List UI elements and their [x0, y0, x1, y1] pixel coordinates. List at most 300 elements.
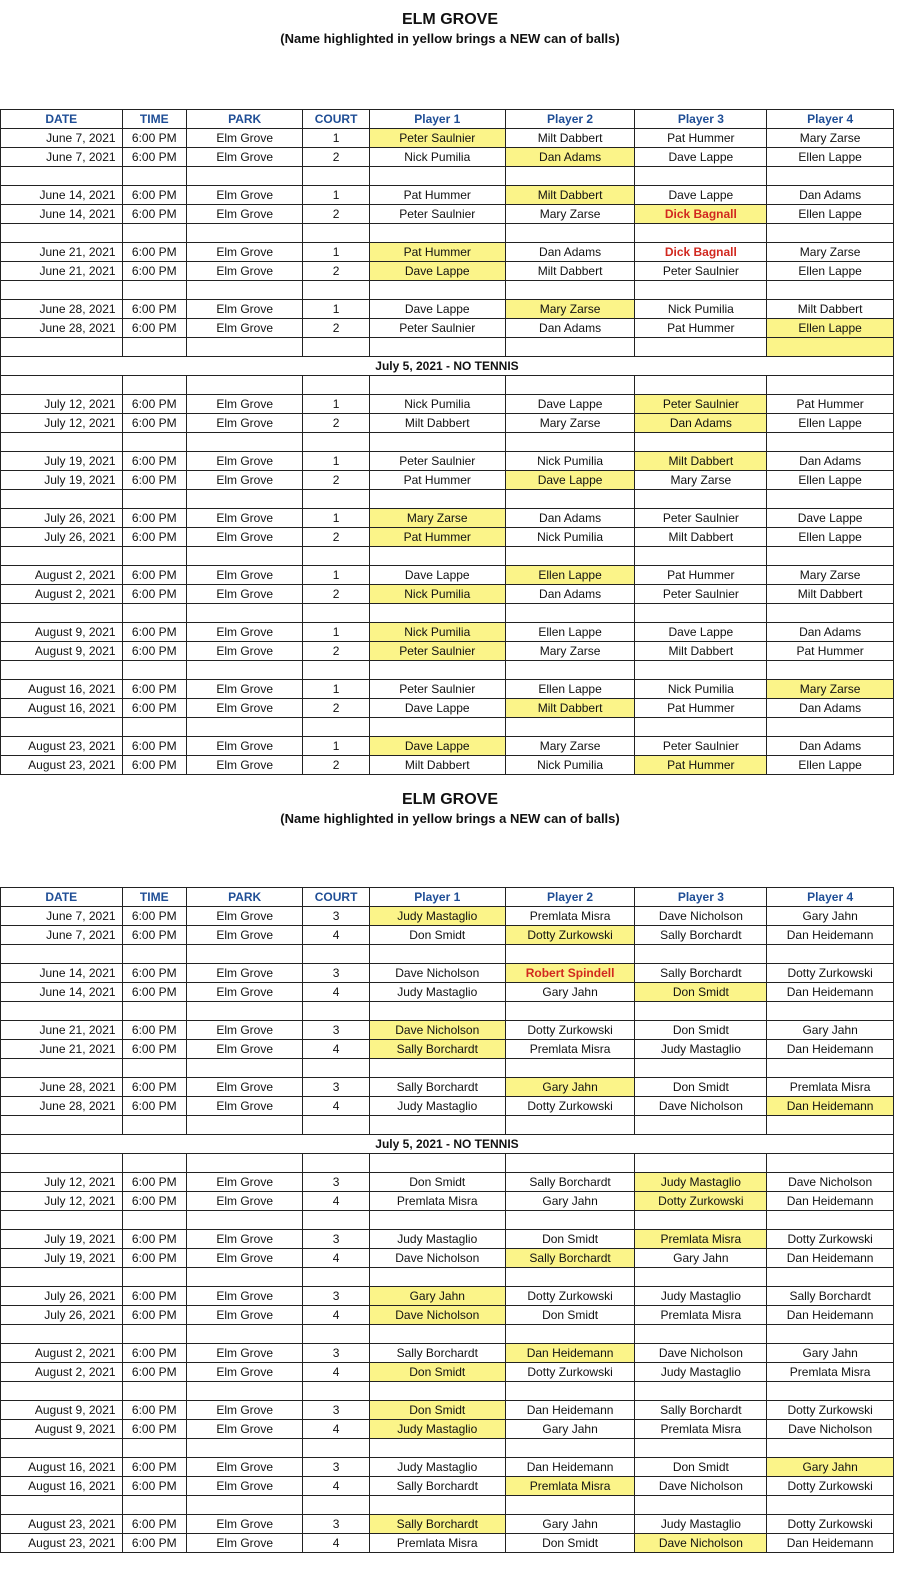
player-2-cell: Gary Jahn — [505, 1420, 635, 1439]
court-cell: 2 — [303, 319, 369, 338]
table-row — [1, 964, 894, 983]
empty-cell — [303, 433, 369, 452]
empty-cell — [1, 547, 123, 566]
spacer-row — [1, 1382, 894, 1401]
table-row — [1, 452, 894, 471]
date-cell: June 21, 2021 — [1, 243, 123, 262]
empty-cell — [1, 433, 123, 452]
table-row — [1, 395, 894, 414]
empty-cell — [369, 1059, 505, 1078]
spacer-row — [1, 338, 894, 357]
park-cell: Elm Grove — [186, 642, 302, 661]
player-4-cell: Dotty Zurkowski — [767, 1515, 894, 1534]
player-4-cell: Dotty Zurkowski — [767, 1477, 894, 1496]
empty-cell — [303, 338, 369, 357]
empty-cell — [1, 945, 123, 964]
empty-cell — [303, 490, 369, 509]
park-cell: Elm Grove — [186, 1097, 302, 1116]
court-cell: 3 — [303, 964, 369, 983]
player-4-cell: Ellen Lappe — [767, 148, 894, 167]
table-row — [1, 699, 894, 718]
table-row — [1, 1040, 894, 1059]
empty-cell — [635, 547, 767, 566]
date-cell: June 7, 2021 — [1, 926, 123, 945]
player-4-cell: Gary Jahn — [767, 1344, 894, 1363]
empty-cell — [369, 376, 505, 395]
park-cell: Elm Grove — [186, 395, 302, 414]
court-cell: 1 — [303, 243, 369, 262]
date-cell: June 7, 2021 — [1, 148, 123, 167]
player-4-cell: Dan Adams — [767, 699, 894, 718]
date-cell: August 23, 2021 — [1, 756, 123, 775]
date-cell: August 16, 2021 — [1, 680, 123, 699]
player-2-cell: Milt Dabbert — [505, 129, 635, 148]
player-2-cell: Dan Adams — [505, 509, 635, 528]
empty-cell — [505, 224, 635, 243]
empty-cell — [635, 338, 767, 357]
schedule-section-1 — [0, 10, 900, 48]
table-row — [1, 319, 894, 338]
player-3-cell: Pat Hummer — [635, 319, 767, 338]
spacer-row — [1, 547, 894, 566]
player-3-cell: Sally Borchardt — [635, 926, 767, 945]
player-3-cell: Nick Pumilia — [635, 300, 767, 319]
player-2-cell: Dan Adams — [505, 243, 635, 262]
empty-cell — [505, 338, 635, 357]
player-1-cell: Judy Mastaglio — [369, 1097, 505, 1116]
player-3-cell: Dave Nicholson — [635, 907, 767, 926]
empty-cell — [505, 1154, 635, 1173]
player-4-cell: Dave Nicholson — [767, 1420, 894, 1439]
player-1-cell: Peter Saulnier — [369, 129, 505, 148]
empty-cell — [635, 1268, 767, 1287]
table-row — [1, 1306, 894, 1325]
park-cell: Elm Grove — [186, 699, 302, 718]
player-3-cell: Dave Nicholson — [635, 1534, 767, 1553]
court-cell: 2 — [303, 756, 369, 775]
player-4-cell: Dan Adams — [767, 737, 894, 756]
player-3-cell: Premlata Misra — [635, 1230, 767, 1249]
table-row — [1, 1458, 894, 1477]
time-cell: 6:00 PM — [122, 148, 186, 167]
empty-cell — [303, 1439, 369, 1458]
empty-cell — [369, 1211, 505, 1230]
player-1-cell: Judy Mastaglio — [369, 1458, 505, 1477]
empty-cell — [767, 281, 894, 300]
player-1-cell: Milt Dabbert — [369, 414, 505, 433]
section-subtitle: (Name highlighted in yellow brings a NEW can of balls) — [280, 31, 620, 46]
date-cell: June 28, 2021 — [1, 300, 123, 319]
section-title: ELM GROVE — [401, 11, 498, 28]
player-2-cell: Mary Zarse — [505, 737, 635, 756]
player-1-cell: Judy Mastaglio — [369, 983, 505, 1002]
player-1-cell: Nick Pumilia — [369, 623, 505, 642]
court-cell: 1 — [303, 623, 369, 642]
column-header: PARK — [186, 110, 302, 129]
player-4-cell: Mary Zarse — [767, 566, 894, 585]
player-4-cell: Dan Heidemann — [767, 1249, 894, 1268]
player-3-cell: Dave Lappe — [635, 148, 767, 167]
player-2-cell: Gary Jahn — [505, 1515, 635, 1534]
time-cell: 6:00 PM — [122, 926, 186, 945]
player-3-cell: Peter Saulnier — [635, 509, 767, 528]
spacer-row — [1, 1325, 894, 1344]
table-row — [1, 1249, 894, 1268]
player-2-cell: Dan Adams — [505, 585, 635, 604]
empty-cell — [369, 224, 505, 243]
empty-cell — [767, 490, 894, 509]
empty-cell — [767, 1154, 894, 1173]
table-row — [1, 1097, 894, 1116]
court-cell: 2 — [303, 585, 369, 604]
player-1-cell: Dave Lappe — [369, 300, 505, 319]
section-title: ELM GROVE — [401, 791, 498, 808]
date-cell: June 28, 2021 — [1, 319, 123, 338]
empty-cell — [186, 1496, 302, 1515]
empty-cell — [505, 661, 635, 680]
player-3-cell: Peter Saulnier — [635, 585, 767, 604]
player-3-cell: Don Smidt — [635, 983, 767, 1002]
empty-cell — [1, 1116, 123, 1135]
player-1-cell: Dave Nicholson — [369, 1306, 505, 1325]
player-3-cell: Peter Saulnier — [635, 262, 767, 281]
park-cell: Elm Grove — [186, 319, 302, 338]
schedule-table-courts-3-4 — [0, 887, 894, 1553]
empty-cell — [303, 1268, 369, 1287]
empty-cell — [505, 718, 635, 737]
park-cell: Elm Grove — [186, 926, 302, 945]
park-cell: Elm Grove — [186, 1192, 302, 1211]
date-cell: June 14, 2021 — [1, 983, 123, 1002]
court-cell: 4 — [303, 1040, 369, 1059]
empty-cell — [303, 945, 369, 964]
player-3-cell: Gary Jahn — [635, 1249, 767, 1268]
empty-cell — [1, 1439, 123, 1458]
player-4-cell: Mary Zarse — [767, 680, 894, 699]
empty-cell — [186, 1059, 302, 1078]
player-1-cell: Peter Saulnier — [369, 680, 505, 699]
player-3-cell: Peter Saulnier — [635, 395, 767, 414]
player-3-cell: Sally Borchardt — [635, 1401, 767, 1420]
empty-cell — [122, 1439, 186, 1458]
empty-cell — [303, 604, 369, 623]
empty-cell — [505, 1116, 635, 1135]
date-cell: August 9, 2021 — [1, 642, 123, 661]
empty-cell — [369, 1116, 505, 1135]
empty-cell — [122, 1496, 186, 1515]
player-2-cell: Dan Adams — [505, 319, 635, 338]
player-3-cell: Dave Nicholson — [635, 1477, 767, 1496]
player-3-cell: Milt Dabbert — [635, 642, 767, 661]
player-3-cell: Dotty Zurkowski — [635, 1192, 767, 1211]
date-cell: June 7, 2021 — [1, 129, 123, 148]
empty-cell — [122, 604, 186, 623]
player-3-cell: Dick Bagnall — [635, 205, 767, 224]
table-row — [1, 1363, 894, 1382]
table-row — [1, 1401, 894, 1420]
player-2-cell: Don Smidt — [505, 1230, 635, 1249]
time-cell: 6:00 PM — [122, 262, 186, 281]
empty-cell — [505, 1496, 635, 1515]
park-cell: Elm Grove — [186, 243, 302, 262]
empty-cell — [122, 1268, 186, 1287]
player-2-cell: Dan Adams — [505, 148, 635, 167]
empty-cell — [303, 547, 369, 566]
empty-cell — [767, 1325, 894, 1344]
player-3-cell: Dick Bagnall — [635, 243, 767, 262]
player-2-cell: Dotty Zurkowski — [505, 1287, 635, 1306]
player-1-cell: Milt Dabbert — [369, 756, 505, 775]
player-4-cell: Dan Heidemann — [767, 1306, 894, 1325]
time-cell: 6:00 PM — [122, 300, 186, 319]
time-cell: 6:00 PM — [122, 509, 186, 528]
player-2-cell: Ellen Lappe — [505, 680, 635, 699]
player-1-cell: Nick Pumilia — [369, 395, 505, 414]
court-cell: 3 — [303, 1230, 369, 1249]
empty-cell — [767, 1439, 894, 1458]
date-cell: June 14, 2021 — [1, 186, 123, 205]
player-3-cell: Judy Mastaglio — [635, 1363, 767, 1382]
empty-cell — [303, 167, 369, 186]
player-4-cell: Gary Jahn — [767, 1021, 894, 1040]
time-cell: 6:00 PM — [122, 1401, 186, 1420]
time-cell: 6:00 PM — [122, 186, 186, 205]
player-2-cell: Premlata Misra — [505, 1477, 635, 1496]
court-cell: 3 — [303, 1344, 369, 1363]
player-4-cell: Sally Borchardt — [767, 1287, 894, 1306]
court-cell: 4 — [303, 1192, 369, 1211]
empty-cell — [1, 338, 123, 357]
time-cell: 6:00 PM — [122, 452, 186, 471]
time-cell: 6:00 PM — [122, 1458, 186, 1477]
table-row — [1, 205, 894, 224]
player-4-cell: Dave Lappe — [767, 509, 894, 528]
player-3-cell: Pat Hummer — [635, 756, 767, 775]
column-header: Player 4 — [767, 110, 894, 129]
empty-cell — [1, 167, 123, 186]
park-cell: Elm Grove — [186, 1401, 302, 1420]
player-2-cell: Mary Zarse — [505, 300, 635, 319]
date-cell: July 12, 2021 — [1, 1173, 123, 1192]
table-row — [1, 1344, 894, 1363]
empty-cell — [303, 1382, 369, 1401]
schedule-section-2 — [0, 790, 900, 828]
court-cell: 3 — [303, 1458, 369, 1477]
table-row — [1, 566, 894, 585]
date-cell: August 9, 2021 — [1, 623, 123, 642]
time-cell: 6:00 PM — [122, 1420, 186, 1439]
empty-cell — [1, 1382, 123, 1401]
player-4-cell: Dan Heidemann — [767, 1534, 894, 1553]
court-cell: 4 — [303, 1249, 369, 1268]
time-cell: 6:00 PM — [122, 699, 186, 718]
empty-cell — [369, 281, 505, 300]
empty-cell — [635, 1496, 767, 1515]
time-cell: 6:00 PM — [122, 1021, 186, 1040]
park-cell: Elm Grove — [186, 414, 302, 433]
court-cell: 3 — [303, 1515, 369, 1534]
player-4-cell: Gary Jahn — [767, 1458, 894, 1477]
empty-cell — [635, 1059, 767, 1078]
schedule-table-courts-1-2 — [0, 109, 894, 775]
empty-cell — [186, 1382, 302, 1401]
date-cell: June 21, 2021 — [1, 1021, 123, 1040]
park-cell: Elm Grove — [186, 1040, 302, 1059]
date-cell: July 12, 2021 — [1, 395, 123, 414]
player-1-cell: Nick Pumilia — [369, 585, 505, 604]
player-2-cell: Don Smidt — [505, 1534, 635, 1553]
player-4-cell: Pat Hummer — [767, 642, 894, 661]
court-cell: 3 — [303, 1173, 369, 1192]
table-row — [1, 528, 894, 547]
empty-cell — [303, 376, 369, 395]
empty-cell — [635, 376, 767, 395]
player-2-cell: Milt Dabbert — [505, 186, 635, 205]
player-1-cell: Peter Saulnier — [369, 205, 505, 224]
player-4-cell: Ellen Lappe — [767, 319, 894, 338]
empty-cell — [767, 433, 894, 452]
empty-cell — [122, 661, 186, 680]
time-cell: 6:00 PM — [122, 983, 186, 1002]
player-3-cell: Pat Hummer — [635, 566, 767, 585]
court-cell: 3 — [303, 907, 369, 926]
player-3-cell: Judy Mastaglio — [635, 1173, 767, 1192]
empty-cell — [186, 281, 302, 300]
empty-cell — [122, 167, 186, 186]
spacer-row — [1, 1154, 894, 1173]
table-row — [1, 1477, 894, 1496]
empty-cell — [122, 1059, 186, 1078]
court-cell: 1 — [303, 452, 369, 471]
empty-cell — [505, 1268, 635, 1287]
date-cell: July 19, 2021 — [1, 471, 123, 490]
empty-cell — [505, 945, 635, 964]
empty-cell — [1, 1002, 123, 1021]
player-2-cell: Mary Zarse — [505, 205, 635, 224]
player-1-cell: Dave Lappe — [369, 699, 505, 718]
park-cell: Elm Grove — [186, 1515, 302, 1534]
empty-cell — [186, 661, 302, 680]
player-3-cell: Mary Zarse — [635, 471, 767, 490]
player-1-cell: Dave Lappe — [369, 262, 505, 281]
date-cell: June 21, 2021 — [1, 262, 123, 281]
empty-cell — [369, 661, 505, 680]
player-3-cell: Peter Saulnier — [635, 737, 767, 756]
park-cell: Elm Grove — [186, 1230, 302, 1249]
player-1-cell: Judy Mastaglio — [369, 907, 505, 926]
date-cell: June 14, 2021 — [1, 964, 123, 983]
empty-cell — [635, 433, 767, 452]
empty-cell — [635, 1154, 767, 1173]
court-cell: 2 — [303, 471, 369, 490]
date-cell: August 9, 2021 — [1, 1401, 123, 1420]
empty-cell — [1, 1268, 123, 1287]
court-cell: 1 — [303, 395, 369, 414]
table-row — [1, 1515, 894, 1534]
court-cell: 2 — [303, 148, 369, 167]
empty-cell — [767, 604, 894, 623]
empty-cell — [122, 1002, 186, 1021]
empty-cell — [635, 718, 767, 737]
empty-cell — [635, 1325, 767, 1344]
empty-cell — [767, 338, 894, 357]
empty-cell — [1, 1496, 123, 1515]
player-4-cell: Dave Nicholson — [767, 1173, 894, 1192]
time-cell: 6:00 PM — [122, 1477, 186, 1496]
park-cell: Elm Grove — [186, 680, 302, 699]
empty-cell — [635, 490, 767, 509]
table-row — [1, 1534, 894, 1553]
empty-cell — [505, 1002, 635, 1021]
time-cell: 6:00 PM — [122, 1515, 186, 1534]
date-cell: June 14, 2021 — [1, 205, 123, 224]
spacer-row — [1, 433, 894, 452]
player-2-cell: Dotty Zurkowski — [505, 1097, 635, 1116]
park-cell: Elm Grove — [186, 452, 302, 471]
player-4-cell: Ellen Lappe — [767, 528, 894, 547]
time-cell: 6:00 PM — [122, 1287, 186, 1306]
empty-cell — [122, 338, 186, 357]
empty-cell — [635, 224, 767, 243]
park-cell: Elm Grove — [186, 205, 302, 224]
player-4-cell: Pat Hummer — [767, 395, 894, 414]
empty-cell — [505, 1439, 635, 1458]
empty-cell — [505, 490, 635, 509]
empty-cell — [635, 167, 767, 186]
player-4-cell: Dotty Zurkowski — [767, 1230, 894, 1249]
court-cell: 3 — [303, 1078, 369, 1097]
empty-cell — [186, 1268, 302, 1287]
empty-cell — [635, 661, 767, 680]
table-row — [1, 262, 894, 281]
table-row — [1, 926, 894, 945]
player-3-cell: Premlata Misra — [635, 1420, 767, 1439]
empty-cell — [186, 547, 302, 566]
time-cell: 6:00 PM — [122, 1534, 186, 1553]
column-header: TIME — [122, 888, 186, 907]
player-2-cell: Premlata Misra — [505, 907, 635, 926]
no-tennis-row — [1, 357, 894, 376]
empty-cell — [303, 1496, 369, 1515]
time-cell: 6:00 PM — [122, 642, 186, 661]
column-header: DATE — [1, 888, 123, 907]
time-cell: 6:00 PM — [122, 907, 186, 926]
date-cell: August 16, 2021 — [1, 699, 123, 718]
player-4-cell: Ellen Lappe — [767, 414, 894, 433]
empty-cell — [122, 1154, 186, 1173]
time-cell: 6:00 PM — [122, 1192, 186, 1211]
spacer-row — [1, 1211, 894, 1230]
column-header: COURT — [303, 110, 369, 129]
time-cell: 6:00 PM — [122, 1249, 186, 1268]
empty-cell — [505, 1211, 635, 1230]
date-cell: July 19, 2021 — [1, 1249, 123, 1268]
time-cell: 6:00 PM — [122, 585, 186, 604]
player-2-cell: Milt Dabbert — [505, 262, 635, 281]
player-4-cell: Ellen Lappe — [767, 756, 894, 775]
time-cell: 6:00 PM — [122, 205, 186, 224]
empty-cell — [369, 1496, 505, 1515]
park-cell: Elm Grove — [186, 623, 302, 642]
player-2-cell: Mary Zarse — [505, 414, 635, 433]
park-cell: Elm Grove — [186, 1420, 302, 1439]
player-3-cell: Dave Lappe — [635, 623, 767, 642]
player-1-cell: Judy Mastaglio — [369, 1230, 505, 1249]
empty-cell — [122, 490, 186, 509]
court-cell: 1 — [303, 680, 369, 699]
empty-cell — [186, 1211, 302, 1230]
player-4-cell: Ellen Lappe — [767, 471, 894, 490]
